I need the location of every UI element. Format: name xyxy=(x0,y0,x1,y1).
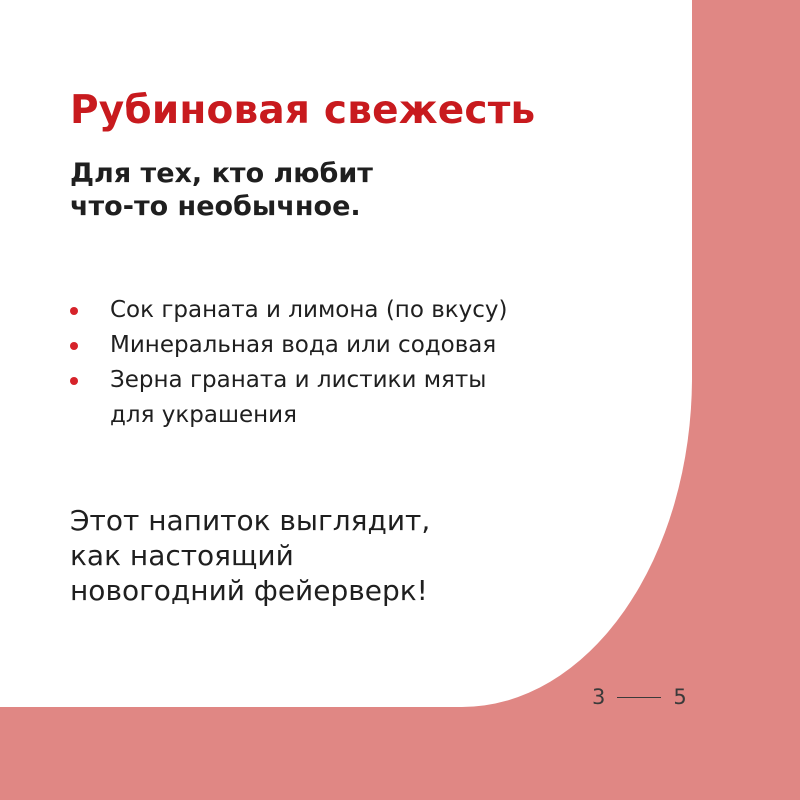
ingredient-text: для украшения xyxy=(110,402,297,428)
slide-title: Рубиновая свежесть xyxy=(70,88,536,133)
closing-line: Этот напиток выглядит, xyxy=(70,504,431,537)
closing-line: как настоящий xyxy=(70,539,294,572)
page-indicator xyxy=(592,684,687,710)
closing-text xyxy=(70,503,430,608)
ingredient-item xyxy=(70,363,508,433)
ingredient-text: Зерна граната и листики мяты xyxy=(110,367,487,393)
bullet-dot-icon xyxy=(70,307,78,315)
current-page-number: 3 xyxy=(592,685,606,709)
ingredient-item xyxy=(70,293,508,328)
subtitle-line: Для тех, кто любит xyxy=(70,158,373,189)
slide-subtitle xyxy=(70,157,373,223)
bullet-dot-icon xyxy=(70,342,78,350)
subtitle-line: что-то необычное. xyxy=(70,191,361,222)
pager-separator xyxy=(617,697,661,698)
ingredient-text: Минеральная вода или содовая xyxy=(110,332,497,358)
total-page-number: 5 xyxy=(673,685,687,709)
closing-line: новогодний фейерверк! xyxy=(70,574,428,607)
ingredient-item xyxy=(70,328,508,363)
ingredient-list xyxy=(70,293,508,433)
ingredient-text: Сок граната и лимона (по вкусу) xyxy=(110,297,508,323)
bullet-dot-icon xyxy=(70,377,78,385)
